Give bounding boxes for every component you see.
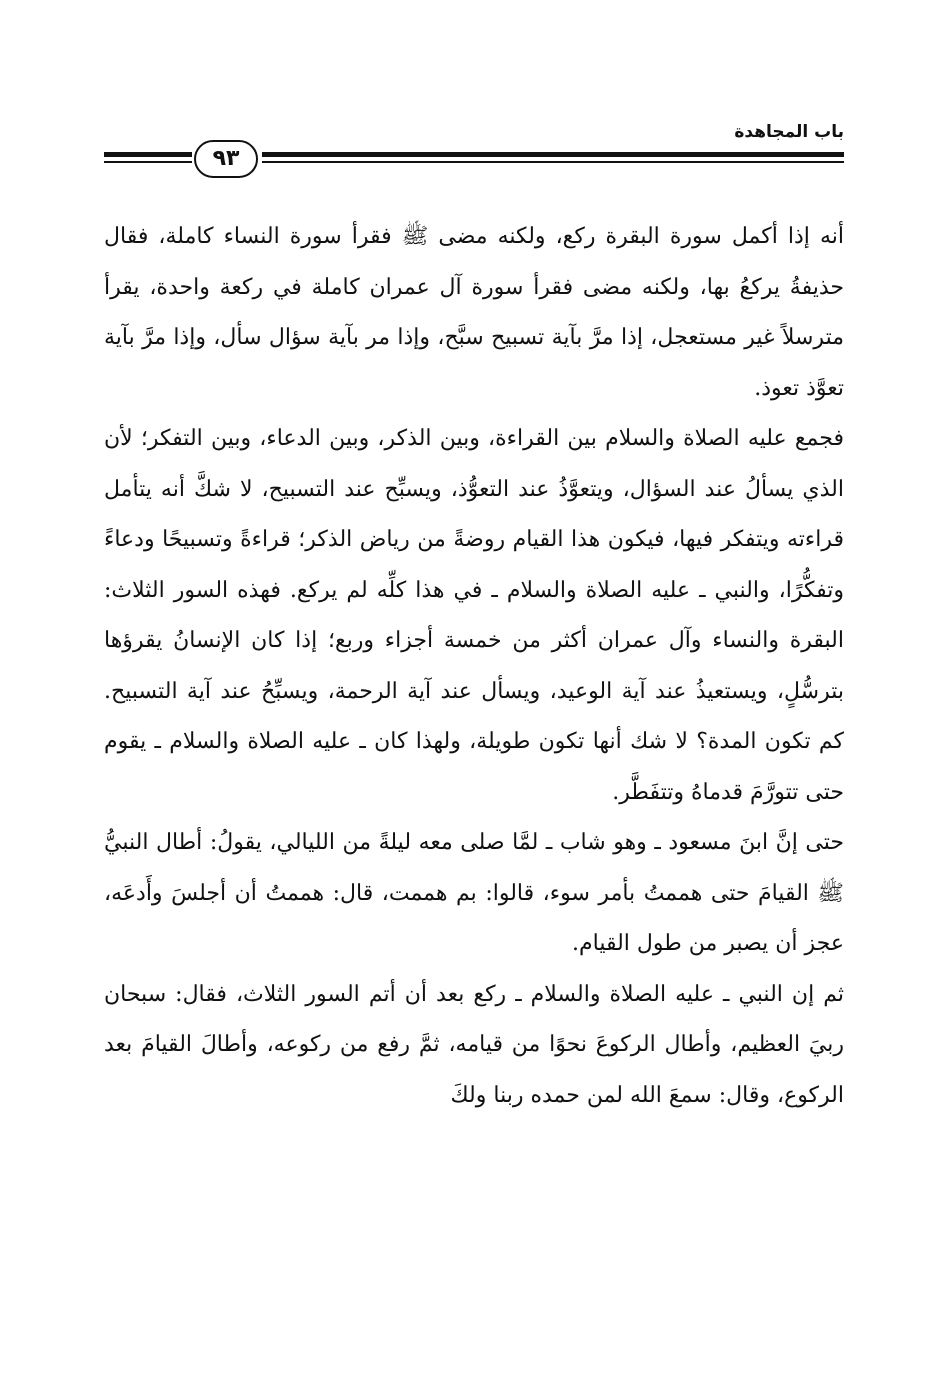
page-header: [104, 120, 844, 180]
running-head: باب المجاهدة: [734, 122, 844, 142]
paragraph-4: ثم إن النبي ـ عليه الصلاة والسلام ـ ركع بعد أن أتم السور الثلاث، فقال: سبحان ربيَ العظيم، وأطال الركوعَ نحوًا من قيامه، ثمَّ رفع من ركوعه، وأطالَ القيامَ بعد الركوع، وقال: سمعَ الله لمن حمده ربنا ولكَ: [104, 981, 844, 1108]
header-rule-thin-right: [262, 161, 844, 163]
page-number: ٩٣: [212, 146, 240, 171]
paragraph-1: أنه إذا أكمل سورة البقرة ركع، ولكنه مضى ﷺ فقرأ سورة النساء كاملة، فقال حذيفةُ يركعُ بها، ولكنه مضى فقرأ سورة آل عمران كاملة في ركعة واحدة، يقرأ مترسلاً غير مستعجل، إذا مرَّ بآية تسبيح سبَّح، وإذا مر بآية سؤال سأل، وإذا مرَّ بآية تعوَّذ تعوذ.: [104, 224, 844, 401]
header-rule-thin-left: [104, 161, 192, 163]
paragraph-3: حتى إنَّ ابنَ مسعود ـ وهو شاب ـ لمَّا صلى معه ليلةً من الليالي، يقولُ: أطال النبيُّ ﷺ القيامَ حتى هممتُ بأمر سوء، قالوا: بم هممت، قال: هممتُ أن أجلسَ وأَدعَه، عجز أن يصبر من طول القيام.: [104, 830, 844, 956]
header-rule-thick-right: [262, 152, 844, 157]
page-number-frame: [194, 140, 258, 178]
paragraph-2: فجمع عليه الصلاة والسلام بين القراءة، وبين الذكر، وبين الدعاء، وبين التفكر؛ لأن الذي يسألُ عند السؤال، ويتعوَّذُ عند التعوُّذ، ويسبِّح عند التسبيح، لا شكَّ أنه يتأمل قراءته ويتفكر فيها، فيكون هذا القيام روضةً من رياض الذكر؛ قراءةً وتسبيحًا ودعاءً وتفكُّرًا، والنبي ـ عليه الصلاة والسلام ـ في هذا كلِّه لم يركع. فهذه السور الثلاث: البقرة والنساء وآل عمران أكثر من خمسة أجزاء وربع؛ إذا كان الإنسانُ يقرؤها بترسُّلٍ، ويستعيذُ عند آية الوعيد، ويسأل عند آية الرحمة، ويسبِّحُ عند آية التسبيح. كم تكون المدة؟ لا شك أنها تكون طويلة، ولهذا كان ـ عليه الصلاة والسلام ـ يقوم حتى تتورَّمَ قدماهُ وتتفَطَّر.: [104, 426, 844, 805]
header-rule-thick-left: [104, 152, 192, 157]
body-text: [104, 212, 844, 1121]
